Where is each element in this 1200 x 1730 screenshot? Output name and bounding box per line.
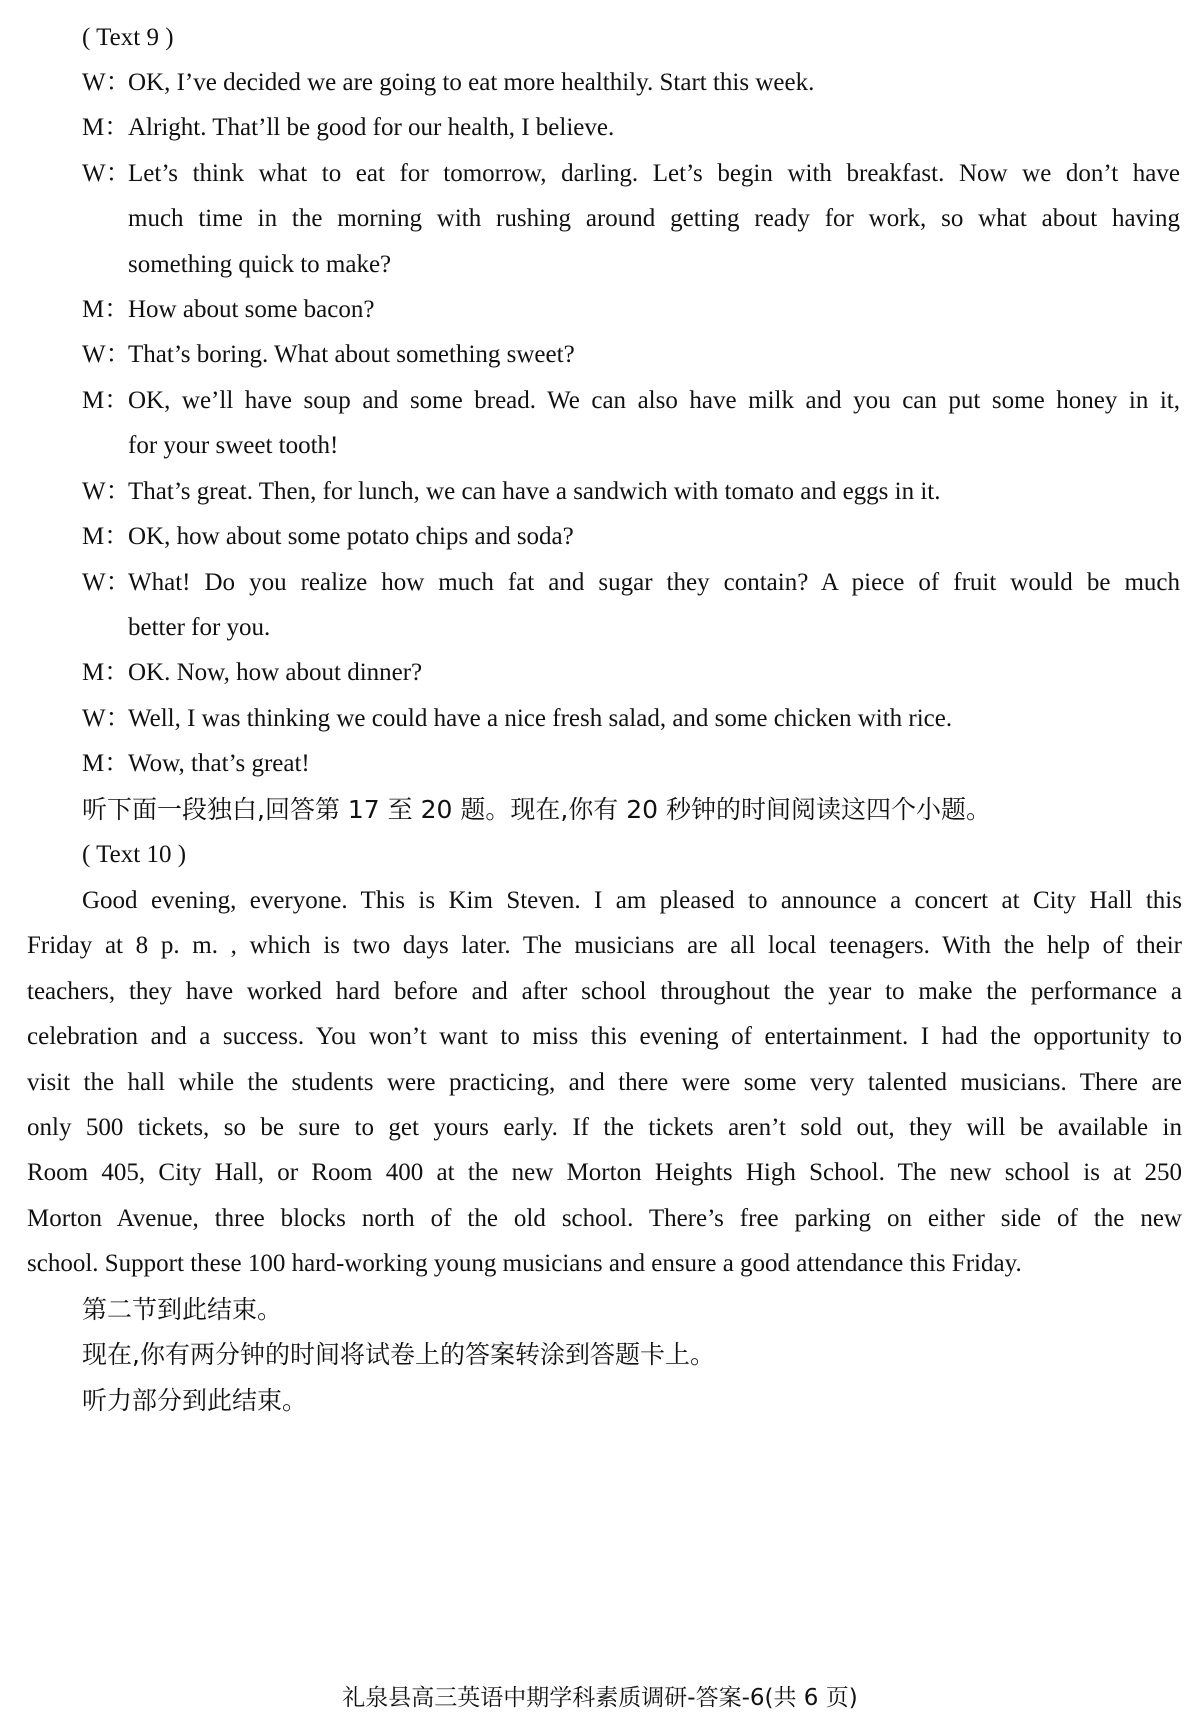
speaker-label: W： xyxy=(82,160,131,187)
dialogue-line xyxy=(82,335,1182,375)
dialogue-continuation: much time in the morning with rushing around getting ready for work, so what about having xyxy=(128,205,1180,232)
speaker-label: M： xyxy=(82,114,130,141)
speaker-label: M： xyxy=(82,659,130,686)
monologue-line: celebration and a success. You won’t want to miss this evening of entertainment. I had the opportunity to xyxy=(27,1023,1182,1050)
dialogue-line xyxy=(82,653,1182,693)
dialogue-line xyxy=(82,517,1182,557)
speaker-label: W： xyxy=(82,569,131,596)
dialogue-text: What! Do you realize how much fat and sugar they contain? A piece of fruit would be much xyxy=(128,569,1180,596)
dialogue-text: That’s boring. What about something sweet? xyxy=(128,341,575,368)
closing-line: 听力部分到此结束。 xyxy=(82,1386,308,1415)
dialogue-text: Let’s think what to eat for tomorrow, darling. Let’s begin with breakfast. Now we don’t have xyxy=(128,160,1180,187)
instruction-17-20: 听下面一段独白,回答第 17 至 20 题。现在,你有 20 秒钟的时间阅读这四个小题。 xyxy=(82,795,992,824)
dialogue-line xyxy=(82,290,1182,330)
dialogue-line xyxy=(82,563,1182,603)
speaker-label: M： xyxy=(82,387,130,414)
page-footer: 礼泉县高三英语中期学科素质调研-答案-6(共 6 页) xyxy=(342,1685,858,1711)
dialogue-continuation: something quick to make? xyxy=(128,251,392,278)
dialogue-line xyxy=(82,108,1182,148)
monologue-line: Room 405, City Hall, or Room 400 at the new Morton Heights High School. The new school is at 250 xyxy=(27,1159,1182,1186)
dialogue-line xyxy=(82,381,1182,421)
dialogue-text: Well, I was thinking we could have a nice fresh salad, and some chicken with rice. xyxy=(128,705,953,732)
monologue-line: teachers, they have worked hard before and after school throughout the year to make the performance a xyxy=(27,978,1182,1005)
closing-line: 第二节到此结束。 xyxy=(82,1295,283,1324)
dialogue-text: Wow, that’s great! xyxy=(128,750,310,777)
dialogue-text: OK. Now, how about dinner? xyxy=(128,659,423,686)
dialogue-text: How about some bacon? xyxy=(128,296,375,323)
closing-line: 现在,你有两分钟的时间将试卷上的答案转涂到答题卡上。 xyxy=(82,1340,715,1369)
monologue-line: only 500 tickets, so be sure to get yours early. If the tickets aren’t sold out, they will be available in xyxy=(27,1114,1182,1141)
dialogue-continuation: for your sweet tooth! xyxy=(128,432,339,459)
text9-label: ( Text 9 ) xyxy=(82,24,174,51)
dialogue-continuation: better for you. xyxy=(128,614,271,641)
speaker-label: W： xyxy=(82,341,131,368)
dialogue-line xyxy=(82,154,1182,194)
dialogue-line xyxy=(82,472,1182,512)
dialogue-line xyxy=(82,63,1182,103)
dialogue-text: Alright. That’ll be good for our health, I believe. xyxy=(128,114,615,141)
speaker-label: W： xyxy=(82,478,131,505)
monologue-line: Friday at 8 p. m. , which is two days later. The musicians are all local teenagers. With the help of their xyxy=(27,932,1182,959)
dialogue-text: OK, I’ve decided we are going to eat more healthily. Start this week. xyxy=(128,69,815,96)
dialogue-text: That’s great. Then, for lunch, we can have a sandwich with tomato and eggs in it. xyxy=(128,478,941,505)
speaker-label: W： xyxy=(82,705,131,732)
speaker-label: M： xyxy=(82,296,130,323)
speaker-label: M： xyxy=(82,523,130,550)
dialogue-line xyxy=(82,744,1182,784)
dialogue-line xyxy=(82,699,1182,739)
monologue-line: school. Support these 100 hard-working young musicians and ensure a good attendance this Friday. xyxy=(27,1250,1022,1277)
text10-label: ( Text 10 ) xyxy=(82,841,187,868)
dialogue-text: OK, how about some potato chips and soda? xyxy=(128,523,574,550)
monologue-line: visit the hall while the students were practicing, and there were some very talented musicians. There are xyxy=(27,1069,1182,1096)
speaker-label: M： xyxy=(82,750,130,777)
dialogue-text: OK, we’ll have soup and some bread. We can also have milk and you can put some honey in it, xyxy=(128,387,1180,414)
monologue-line: Good evening, everyone. This is Kim Steven. I am pleased to announce a concert at City Hall this xyxy=(82,887,1182,914)
speaker-label: W： xyxy=(82,69,131,96)
monologue-line: Morton Avenue, three blocks north of the old school. There’s free parking on either side of the new xyxy=(27,1205,1182,1232)
